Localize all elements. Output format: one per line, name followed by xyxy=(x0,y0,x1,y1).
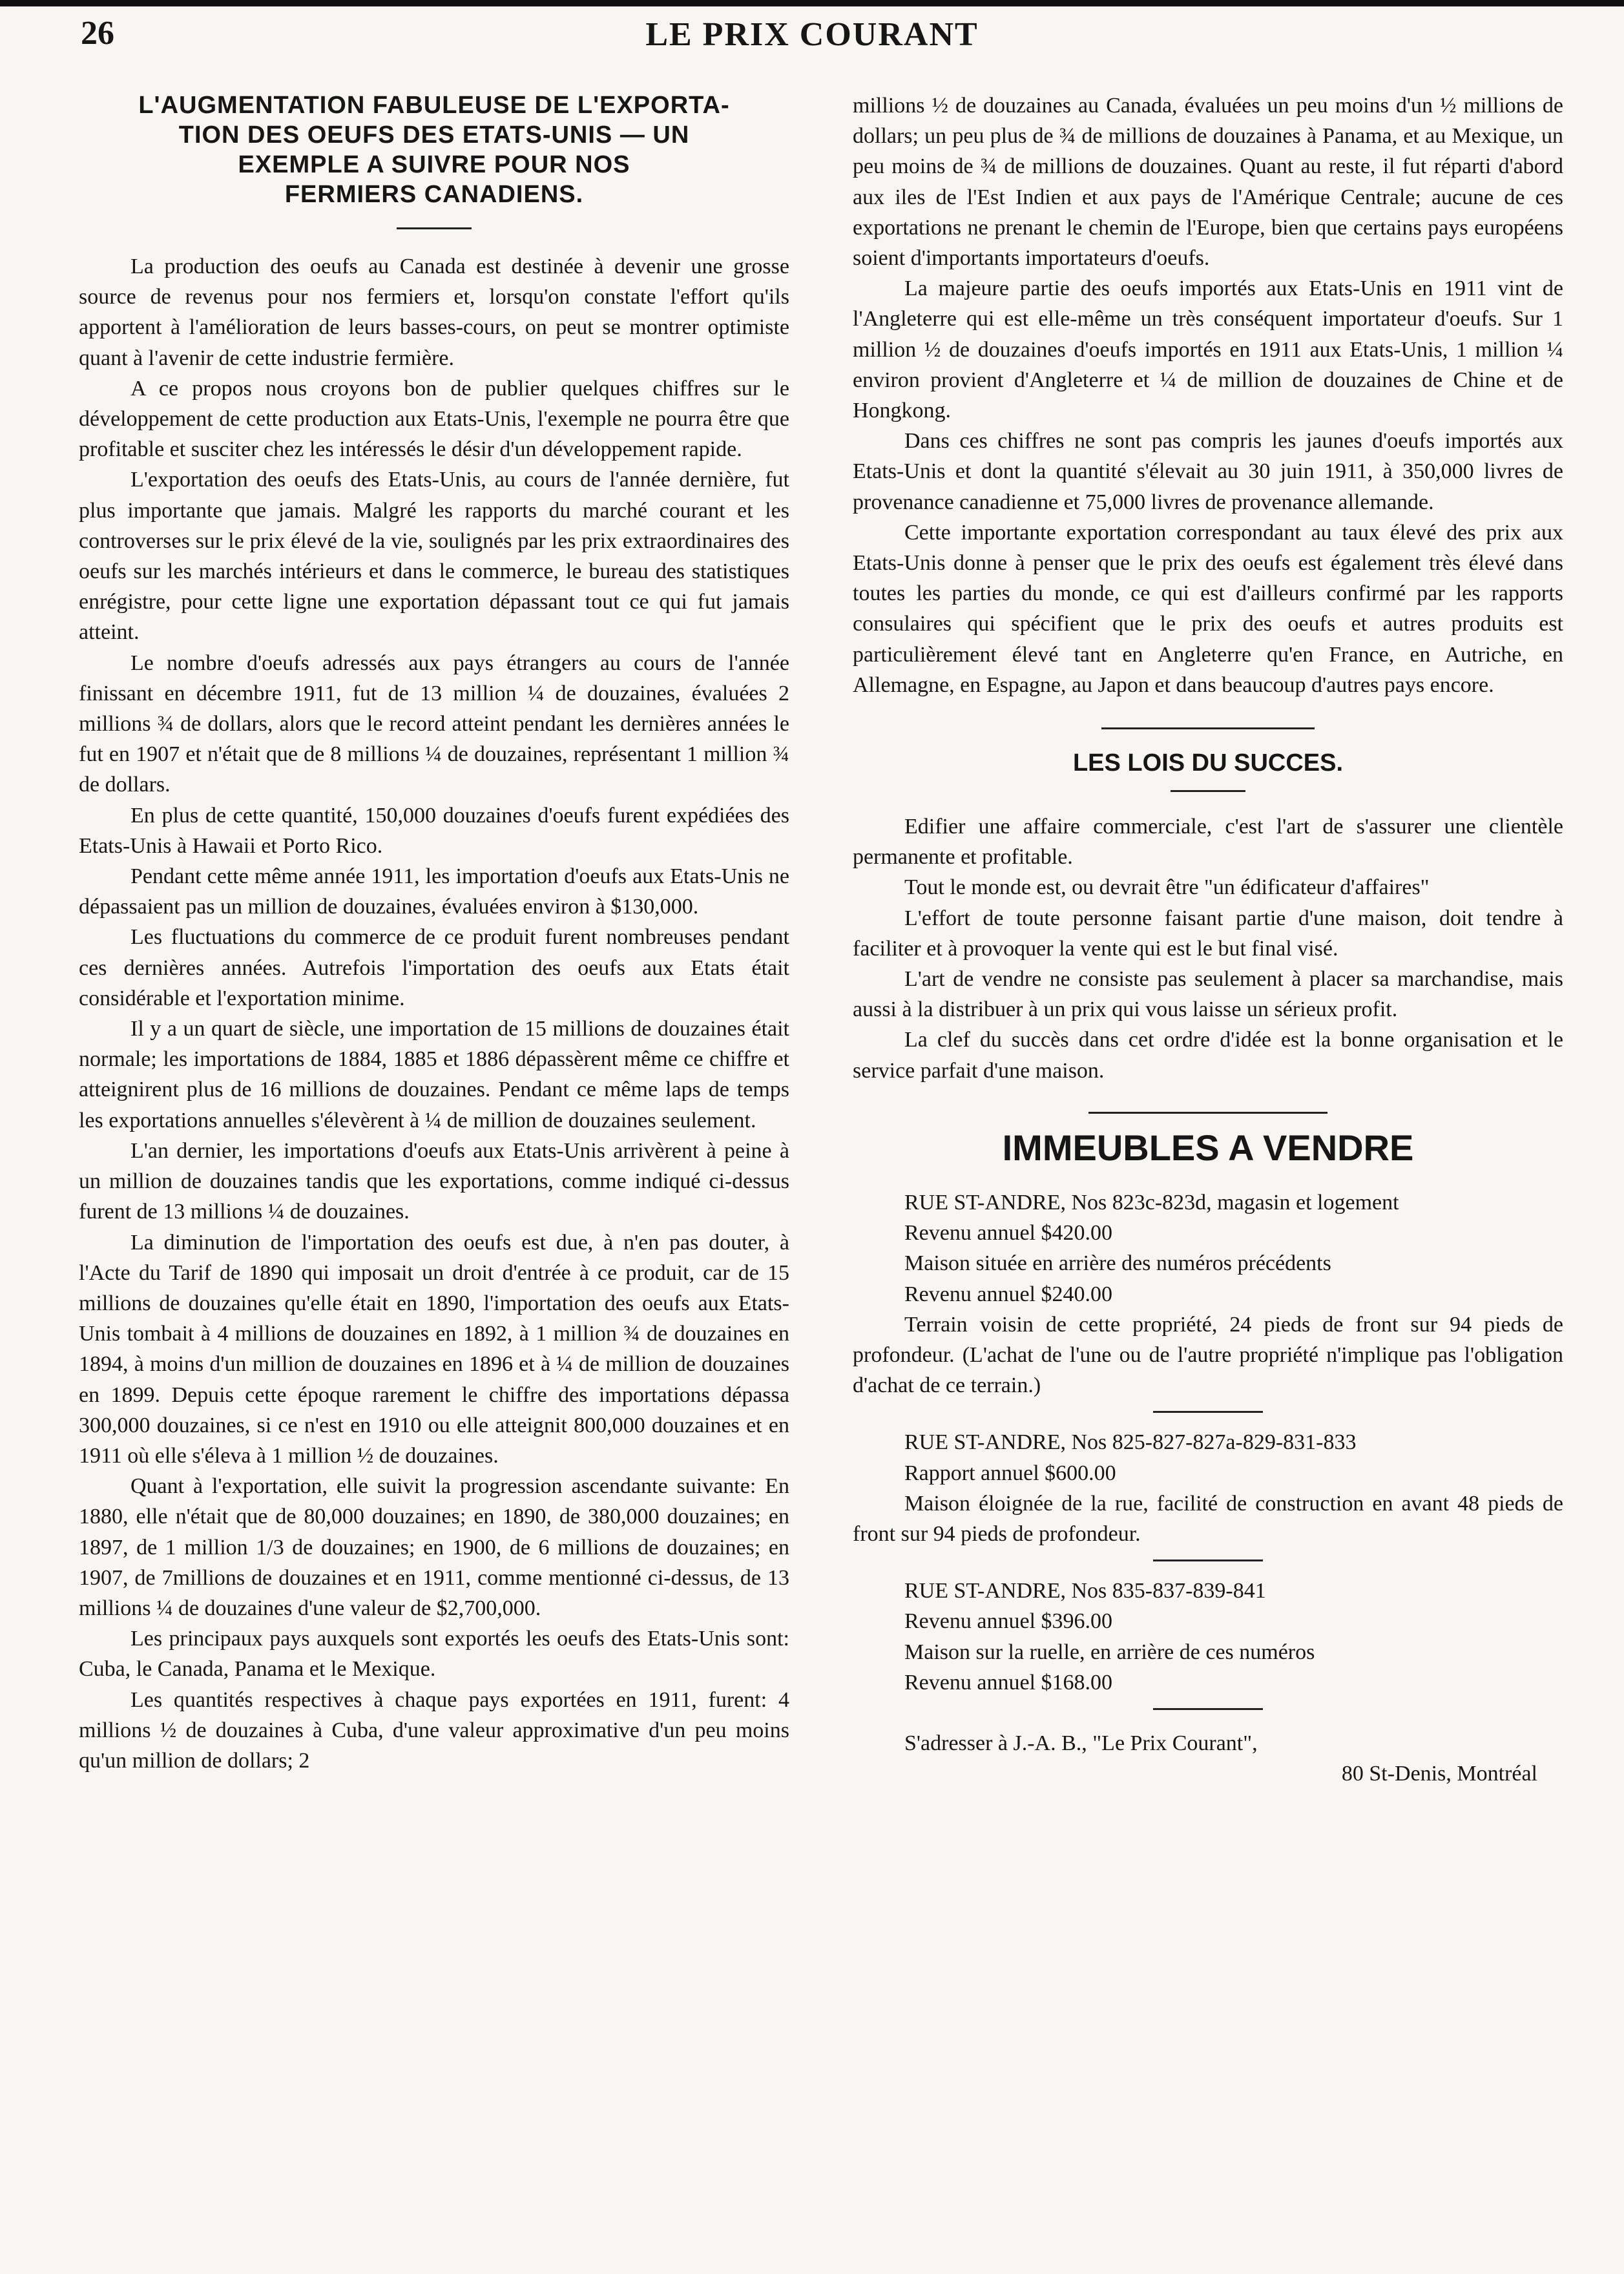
property-listing xyxy=(853,1427,1563,1549)
contact-line: S'adresser à J.-A. B., "Le Prix Courant", xyxy=(904,1731,1258,1755)
divider xyxy=(1153,1411,1263,1413)
section-title: LES LOIS DU SUCCES. xyxy=(1072,749,1344,777)
page-number: 26 xyxy=(81,15,114,52)
paragraph: Les fluctuations du commerce de ce produit furent nombreuses pendant ces dernières années. Autrefois l'importation des oeufs aux Etats était considérable et l'exportation minime. xyxy=(79,925,789,1010)
paragraph: A ce propos nous croyons bon de publier quelques chiffres sur le développement de cette production aux Etats-Unis, l'exemple ne pourra être que profitable et susciter chez les intéressés le désir d'un développement rapide. xyxy=(79,376,789,462)
paragraph: Le nombre d'oeufs adressés aux pays étrangers au cours de l'année finissant en décembre 1911, fut de 13 million ¼ de douzaines, évaluées 2 millions ¾ de dollars, alors que le record atteint pendant les dernières années le fut en 1907 et n'était que de 8 millions ¼ de douzaines, représentant 1 million ¾ de dollars. xyxy=(79,651,789,797)
listing-line: Maison sur la ruelle, en arrière de ces numéros xyxy=(904,1640,1315,1664)
divider xyxy=(1101,727,1315,729)
paragraph: En plus de cette quantité, 150,000 douzaines d'oeufs furent expédiées des Etats-Unis à Hawaii et Porto Rico. xyxy=(79,803,789,858)
paragraph: Il y a un quart de siècle, une importation de 15 millions de douzaines était normale; les importations de 1884, 1885 et 1886 dépassèrent même ce chiffre et atteignirent plus de 16 millions de douzaines. Pendant ce même laps de temps les exportations annuelles s'élevèrent à ¼ de million de douzaines seulement. xyxy=(79,1017,789,1132)
divider xyxy=(1153,1559,1263,1561)
listing-line: RUE ST-ANDRE, Nos 835-837-839-841 xyxy=(904,1579,1266,1603)
listing-note: Terrain voisin de cette propriété, 24 pieds de front sur 94 pieds de profondeur. (L'achat de l'une ou de l'autre propriété n'implique pas l'obligation d'achat de ce terrain.) xyxy=(853,1312,1563,1398)
property-listing xyxy=(853,1576,1563,1698)
paragraph: L'exportation des oeufs des Etats-Unis, au cours de l'année dernière, fut plus importante que jamais. Malgré les rapports du marché courant et les controverses sur le prix élevé de la vie, soulignés par les prix extraordinaires des oeufs sur les marchés intérieurs et dans le commerce, le bureau des statistiques enrégistre, pour cette ligne une exportation dépassant tout ce qui fut jamais atteint. xyxy=(79,468,789,645)
article-title xyxy=(79,90,789,209)
address-line: 80 St-Denis, Montréal xyxy=(1341,1762,1537,1786)
divider xyxy=(1153,1708,1263,1710)
paragraph: L'effort de toute personne faisant partie d'une maison, doit tendre à faciliter et à provoquer la vente qui est le but final visé. xyxy=(853,906,1563,961)
paragraph: Pendant cette même année 1911, les importation d'oeufs aux Etats-Unis ne dépassaient pas un million de douzaines, évaluées environ à $130,000. xyxy=(79,864,789,919)
paragraph: La production des oeufs au Canada est destinée à devenir une grosse source de revenus pour nos fermiers et, lorsqu'on constate l'effort qu'ils apportent à l'amélioration de leurs basses-cours, on peut se montrer optimiste quant à l'avenir de cette industrie fermière. xyxy=(79,255,789,370)
paragraph: L'art de vendre ne consiste pas seulement à placer sa marchandise, mais aussi à la distribuer à un prix qui vous laisse un sérieux profit. xyxy=(853,967,1563,1022)
listing-line: Revenu annuel $420.00 xyxy=(904,1221,1112,1246)
divider xyxy=(397,227,472,229)
right-column xyxy=(853,90,1563,1789)
listing-line: RUE ST-ANDRE, Nos 825-827-827a-829-831-833 xyxy=(904,1430,1357,1455)
paragraph: Dans ces chiffres ne sont pas compris les jaunes d'oeufs importés aux Etats-Unis et dont la quantité s'élevait au 30 juin 1911, à 350,000 livres de provenance canadienne et 75,000 livres de provenance allemande. xyxy=(853,429,1563,514)
paragraph: La clef du succès dans cet ordre d'idée est la bonne organisation et le service parfait d'une maison. xyxy=(853,1028,1563,1083)
divider xyxy=(1171,790,1245,792)
listing-line: Revenu annuel $396.00 xyxy=(904,1609,1112,1634)
left-column xyxy=(79,90,789,1776)
paragraph: Tout le monde est, ou devrait être "un édificateur d'affaires" xyxy=(904,875,1430,900)
listing-line: RUE ST-ANDRE, Nos 823c-823d, magasin et logement xyxy=(904,1190,1399,1215)
paragraph: Les principaux pays auxquels sont exportés les oeufs des Etats-Unis sont: Cuba, le Canada, Panama et le Mexique. xyxy=(79,1627,789,1682)
title-line: FERMIERS CANADIENS. xyxy=(284,181,584,208)
paragraph: Cette importante exportation correspondant au taux élevé des prix aux Etats-Unis donne à penser que le prix des oeufs est également très élevé dans toutes les parties du monde, ce qui est d'ailleurs confirmé par les rapports consulaires qui spécifient que le prix des oeufs et autres produits est particulièrement élevé tant en Angleterre qu'en France, en Autriche, en Allemagne, en Espagne, au Japon et dans beaucoup d'autres pays encore. xyxy=(853,520,1563,697)
divider xyxy=(1088,1112,1327,1114)
running-header: LE PRIX COURANT xyxy=(645,16,979,53)
ad-title: IMMEUBLES A VENDRE xyxy=(1002,1127,1414,1168)
listing-line: Revenu annuel $168.00 xyxy=(904,1670,1112,1695)
listing-note: Maison éloignée de la rue, facilité de construction en avant 48 pieds de front sur 94 pieds de profondeur. xyxy=(853,1491,1563,1546)
paragraph: Les quantités respectives à chaque pays exportées en 1911, furent: 4 millions ½ de douzaines à Cuba, d'une valeur approximative d'un peu moins qu'un million de dollars; 2 xyxy=(79,1687,789,1773)
title-line: TION DES OEUFS DES ETATS-UNIS — UN xyxy=(178,121,690,149)
paragraph: La diminution de l'importation des oeufs est due, à n'en pas douter, à l'Acte du Tarif de 1890 qui imposait un droit d'entrée à ce produit, car de 15 millions de douzaines qu'elle était en 1890, l'importation des oeufs aux Etats-Unis tombait à 4 millions de douzaines en 1892, à 1 million ¾ de douzaines en 1894, à moins d'un million de douzaines en 1896 et à ¼ de million de douzaines en 1899. Depuis cette époque rarement le chiffre des importations dépassa 300,000 douzaines, si ce n'est en 1910 ou elle atteignit 800,000 douzaines et en 1911 où elle s'éleva à 1 million ½ de douzaines. xyxy=(79,1230,789,1468)
paragraph: Edifier une affaire commerciale, c'est l'art de s'assurer une clientèle permanente et profitable. xyxy=(853,815,1563,870)
property-listing xyxy=(853,1187,1563,1401)
title-line: L'AUGMENTATION FABULEUSE DE L'EXPORTA- xyxy=(138,92,730,119)
title-line: EXEMPLE A SUIVRE POUR NOS xyxy=(238,151,630,178)
paragraph: L'an dernier, les importations d'oeufs aux Etats-Unis arrivèrent à peine à un million de douzaines tandis que les exportations, comme indiqué ci-dessus furent de 13 millions ¼ de douzaines. xyxy=(79,1138,789,1224)
listing-line: Revenu annuel $240.00 xyxy=(904,1282,1112,1306)
listing-line: Rapport annuel $600.00 xyxy=(904,1461,1116,1485)
paragraph: millions ½ de douzaines au Canada, évaluées un peu moins d'un ½ millions de dollars; un peu plus de ¾ de millions de douzaines à Panama, et au Mexique, un peu moins de ¾ de millions de douzaines. Quant au reste, il fut réparti d'abord aux iles de l'Est Indien et aux pays de l'Amérique Centrale; aucune de ces exportations ne prenant le chemin de l'Europe, bien que certains pays européens soient d'importants importateurs d'oeufs. xyxy=(853,94,1563,271)
paragraph: Quant à l'exportation, elle suivit la progression ascendante suivante: En 1880, elle n'était que de 80,000 douzaines; en 1890, de 380,000 douzaines; en 1897, de 1 million 1/3 de douzaines; en 1900, de 6 millions de douzaines; en 1907, de 7millions de douzaines et en 1911, comme mentionné ci-dessus, de 13 millions ¼ de douzaines d'une valeur de $2,700,000. xyxy=(79,1474,789,1620)
paragraph: La majeure partie des oeufs importés aux Etats-Unis en 1911 vint de l'Angleterre qui est elle-même un très conséquent importateur d'oeufs. Sur 1 million ½ de douzaines d'oeufs importés en 1911 aux Etats-Unis, 1 million ¼ environ provient d'Angleterre et ¼ de million de douzaines de Chine et de Hongkong. xyxy=(853,276,1563,423)
listing-line: Maison située en arrière des numéros précédents xyxy=(904,1251,1331,1276)
top-border xyxy=(0,0,1624,6)
